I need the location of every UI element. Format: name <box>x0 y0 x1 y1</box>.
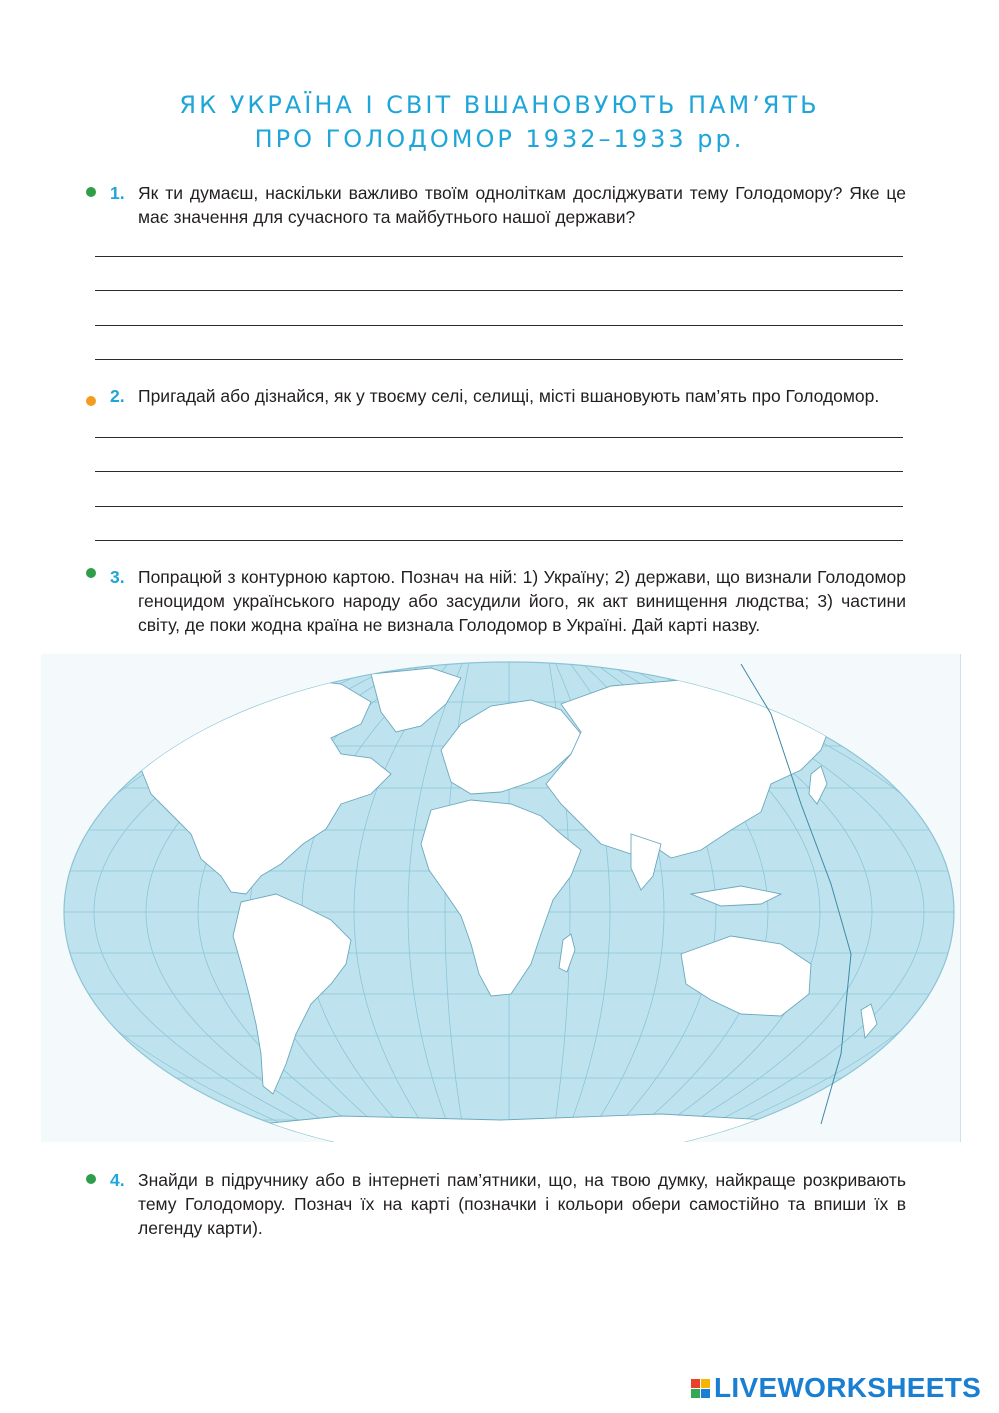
task-text: Знайди в підручнику або в інтернеті пам’ятники, що, на твою думку, найкраще розкривають тему Голодомору. Познач їх на карті (позначки і кольори обери самостійно та впиши їх в легенду карти). <box>138 1170 906 1238</box>
task-1 <box>86 181 906 229</box>
logo-text: LIVEWORKSHEETS <box>714 1372 982 1403</box>
task-text: Як ти думаєш, наскільки важливо твоїм одноліткам досліджувати тему Голодомору? Яке це має значення для сучасного та майбутнього нашої держави? <box>138 183 906 227</box>
answer-line[interactable] <box>95 471 903 472</box>
answer-line[interactable] <box>95 256 903 257</box>
page-title <box>0 88 999 156</box>
world-map-svg <box>41 654 961 1142</box>
logo-squares-icon <box>691 1379 710 1398</box>
answer-line[interactable] <box>95 290 903 291</box>
contour-world-map[interactable] <box>41 654 961 1142</box>
title-line-1: ЯК УКРАЇНА І СВІТ ВШАНОВУЮТЬ ПАМ’ЯТЬ <box>179 91 820 119</box>
bullet-icon <box>86 1174 96 1184</box>
answer-line[interactable] <box>95 359 903 360</box>
task-number: 2. <box>110 386 125 406</box>
task-3 <box>86 565 906 637</box>
task-4 <box>86 1168 906 1240</box>
bullet-icon <box>86 187 96 197</box>
task-text: Пригадай або дізнайся, як у твоєму селі, селищі, місті вшановують пам’ять про Голодомор. <box>138 386 880 406</box>
task-number: 3. <box>110 567 125 587</box>
liveworksheets-logo[interactable] <box>691 1371 981 1405</box>
task-text: Попрацюй з контурною картою. Познач на ній: 1) Україну; 2) держави, що визнали Голодомор геноцидом українського народу або засудили його, як акт винищення людства; 3) частини світу, де поки жодна країна не визнала Голодомор в Україні. Дай карті назву. <box>138 567 906 635</box>
bullet-icon <box>86 396 96 406</box>
answer-line[interactable] <box>95 540 903 541</box>
title-line-2: ПРО ГОЛОДОМОР 1932–1933 рр. <box>254 125 745 153</box>
answer-line[interactable] <box>95 437 903 438</box>
answer-line[interactable] <box>95 325 903 326</box>
bullet-icon <box>86 568 96 578</box>
task-number: 4. <box>110 1170 125 1190</box>
task-2 <box>86 384 906 408</box>
task-number: 1. <box>110 183 125 203</box>
answer-line[interactable] <box>95 506 903 507</box>
